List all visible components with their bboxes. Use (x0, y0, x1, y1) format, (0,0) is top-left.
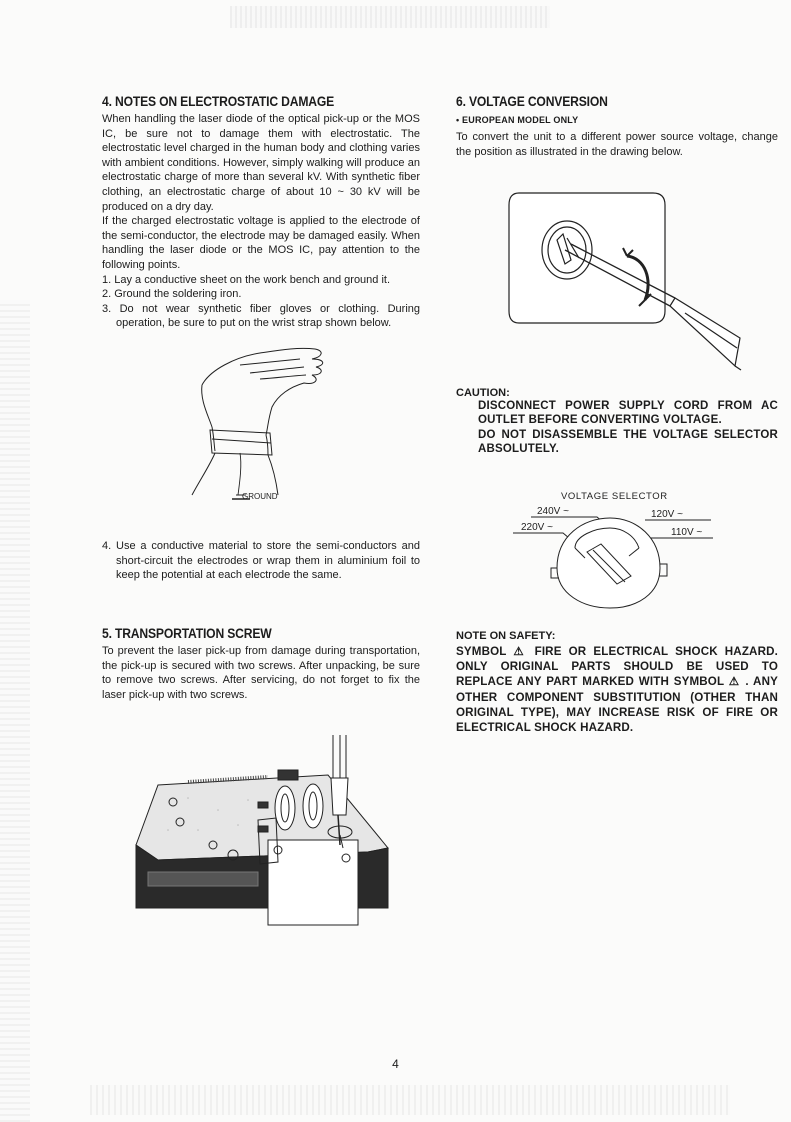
safety-block (456, 630, 778, 735)
section5-paragraph: To prevent the laser pick-up from damage during transportation, the pick-up is secured with two screws. After unpacking, be sure to remove two screws. After servicing, do not forget to fix the laser pick-up with two screws. (102, 645, 420, 701)
safety-text: SYMBOL ⚠ FIRE OR ELECTRICAL SHOCK HAZARD. ONLY ORIGINAL PARTS SHOULD BE USED TO REPLACE ANY PART MARKED WITH SYMBOL ⚠ . ANY OTHER COMPONENT SUBSTITUTION (OTHER THAN ORIGINAL TYPE), MAY INCREASE RISK OF FIRE OR ELECTRICAL SHOCK HAZARD. (456, 645, 778, 735)
label-240v: 240V ~ (537, 506, 569, 517)
section4-steps (102, 273, 420, 331)
scan-noise-top (230, 6, 550, 28)
section5 (102, 626, 420, 702)
safety-title: NOTE ON SAFETY: (456, 630, 556, 642)
voltage-selector-diagram (505, 486, 765, 614)
page-number: 4 (392, 1057, 399, 1071)
caution-line1: DISCONNECT POWER SUPPLY CORD FROM AC OUTLET BEFORE CONVERTING VOLTAGE. (478, 400, 778, 427)
section6-title: 6. VOLTAGE CONVERSION (456, 94, 608, 109)
section4-title: 4. NOTES ON ELECTROSTATIC DAMAGE (102, 94, 335, 109)
ground-label: GROUND (242, 492, 278, 501)
label-220v: 220V ~ (521, 522, 553, 533)
scan-noise-bottom (90, 1085, 730, 1115)
caution-title: CAUTION: (456, 387, 510, 399)
step-2: 2. Ground the soldering iron. (102, 288, 242, 301)
left-column (102, 94, 420, 331)
step-4-block (102, 539, 420, 583)
label-120v: 120V ~ (651, 509, 683, 520)
right-column (456, 94, 778, 159)
section5-title: 5. TRANSPORTATION SCREW (102, 626, 272, 641)
wrist-strap-figure (180, 345, 340, 515)
voltage-conversion-figure (505, 188, 745, 378)
label-110v: 110V ~ (671, 527, 703, 538)
section6-subtitle: • EUROPEAN MODEL ONLY (456, 115, 579, 125)
section4-paragraph2: If the charged electrostatic voltage is applied to the electrode of the semi-conductor, the electrode may be damaged easily. When handling the laser diode or the MOS IC, pay attention to the following points. (102, 215, 420, 271)
step-1: 1. Lay a conductive sheet on the work bench and ground it. (102, 273, 391, 286)
step-3: 3. Do not wear synthetic fiber gloves or clothing. During operation, be sure to put on the wrist strap shown below. (102, 302, 420, 330)
section6-paragraph: To convert the unit to a different power source voltage, change the position as illustrated in the drawing below. (456, 131, 778, 158)
voltage-selector-title: VOLTAGE SELECTOR (561, 491, 668, 502)
scan-noise-left (0, 300, 30, 1122)
transport-screw-figure (128, 730, 390, 940)
caution-line2: DO NOT DISASSEMBLE THE VOLTAGE SELECTOR ABSOLUTELY. (478, 428, 778, 456)
section4-paragraph1: When handling the laser diode of the optical pick-up or the MOS IC, be sure not to damage them with electrostatic. The electrostatic level charged in the human body and clothing varies with ambient conditions. However, simply walking will produce an electrostatic charge of more than several kV. With synthetic fiber clothing, an electrostatic charge of about 10 ~ 30 kV will be produced on a dry day. (102, 113, 420, 213)
caution-block (456, 387, 778, 457)
step-4: 4. Use a conductive material to store the semi-conductors and short-circuit the electrodes or wrap them in aluminium foil to keep the potential at each electrode the same. (102, 540, 420, 582)
